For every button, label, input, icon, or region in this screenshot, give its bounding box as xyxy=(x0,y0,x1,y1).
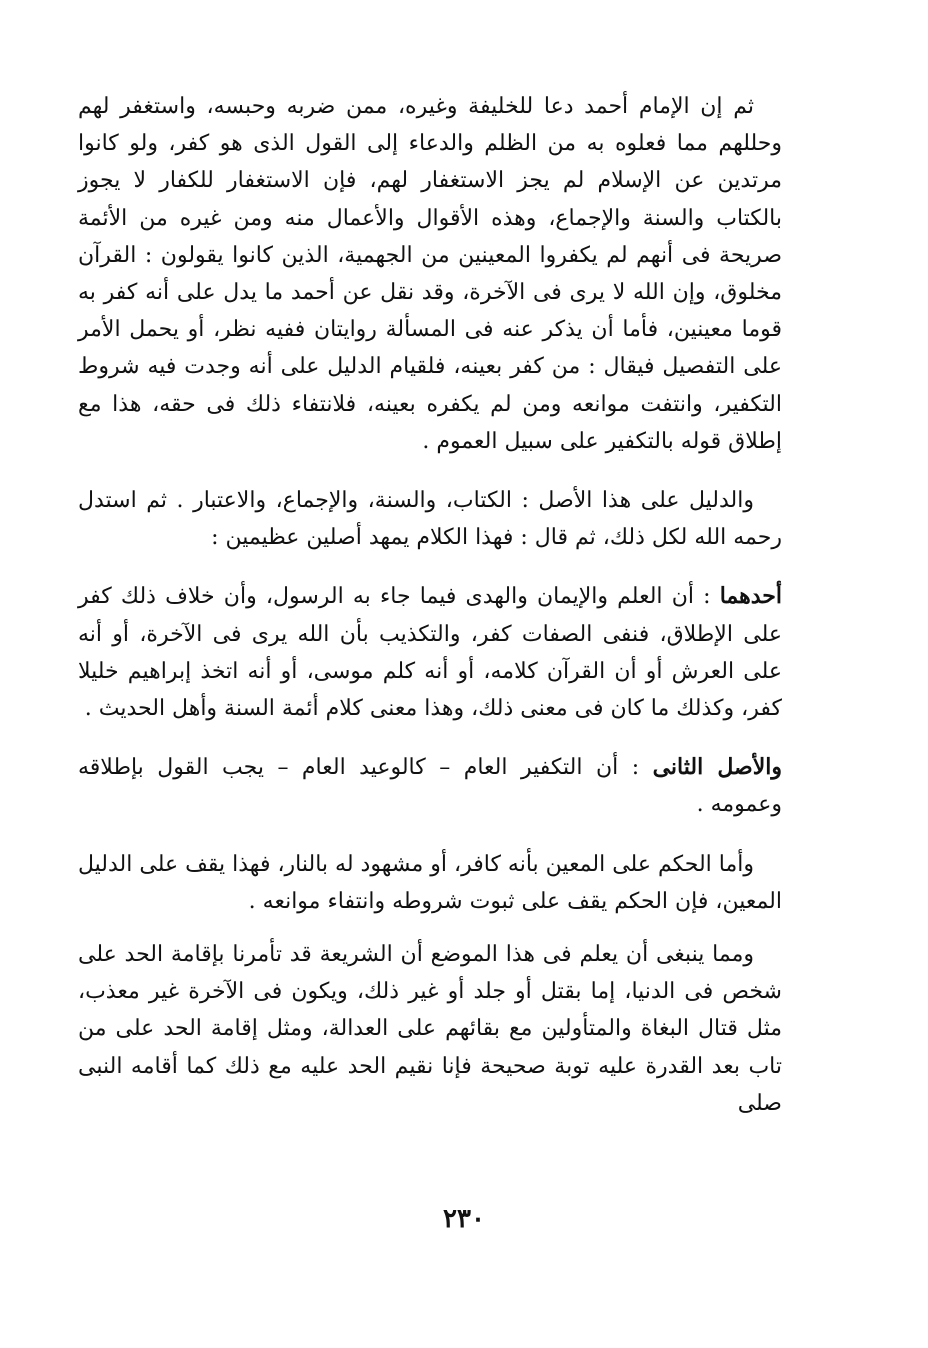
paragraph-4 xyxy=(78,749,782,823)
paragraph-3 xyxy=(78,578,782,727)
paragraph-lead: أحدهما xyxy=(719,583,782,610)
paragraph-gap xyxy=(78,824,782,846)
paragraph-gap xyxy=(78,727,782,749)
page-number: ٢٣٠ xyxy=(443,1204,485,1234)
paragraph-text: ثم إن الإمام أحمد دعا للخليفة وغيره، ممن ضربه وحبسه، واستغفر لهم وحللهم مما فعلوه به من الظلم والدعاء إلى القول الذى هو كفر، ولو كانوا مرتدين عن الإسلام لم يجز الاستغفار لهم، فإن الاستغفار للكفار لا يجوز بالكتاب والسنة والإجماع، وهذه الأقوال والأعمال منه ومن غيره من الأئمة صريحة فى أنهم لم يكفروا المعينين من الجهمية، الذين كانوا يقولون : القرآن مخلوق، وإن الله لا يرى فى الآخرة، وقد نقل عن أحمد ما يدل على أنه كفر به قوما معينين، فأما أن يذكر عنه فى المسألة روايتان ففيه نظر، أو يحمل الأمر على التفصيل فيقال : من كفر بعينه، فلقيام الدليل على أنه وجدت فيه شروط التكفير، وانتفت موانعه ومن لم يكفره بعينه، فلانتفاء ذلك فى حقه، هذا مع إطلاق قوله بالتكفير على سبيل العموم . xyxy=(78,94,782,454)
paragraph-6 xyxy=(78,936,782,1122)
paragraph-text: : أن العلم والإيمان والهدى فيما جاء به الرسول، وأن خلاف ذلك كفر على الإطلاق، فنفى الصفات كفر، والتكذيب بأن الله يرى فى الآخرة، أو أنه على العرش أو أن القرآن كلامه، أو أنه كلم موسى، أو أنه اتخذ إبراهيم خليلا كفر، وكذلك ما كان فى معنى ذلك، وهذا معنى كلام أئمة السنة وأهل الحديث . xyxy=(78,584,782,722)
paragraph-text: وأما الحكم على المعين بأنه كافر، أو مشهود له بالنار، فهذا يقف على الدليل المعين، فإن الحكم يقف على ثبوت شروطه وانتفاء موانعه . xyxy=(78,851,782,914)
paragraph-text: : أن التكفير العام – كالوعيد العام – يجب القول بإطلاقه وعمومه . xyxy=(78,755,782,818)
paragraph-gap xyxy=(78,460,782,482)
paragraph-2 xyxy=(78,482,782,556)
paragraph-gap xyxy=(78,556,782,578)
paragraph-lead: والأصل الثانى xyxy=(652,754,782,781)
body-text xyxy=(78,88,782,1122)
paragraph-1 xyxy=(78,88,782,460)
paragraph-5 xyxy=(78,846,782,920)
paragraph-text: والدليل على هذا الأصل : الكتاب، والسنة، والإجماع، والاعتبار . ثم استدل رحمه الله لكل ذلك، ثم قال : فهذا الكلام يمهد أصلين عظيمين : xyxy=(78,488,782,551)
paragraph-gap xyxy=(78,920,782,936)
paragraph-text: ومما ينبغى أن يعلم فى هذا الموضع أن الشريعة قد تأمرنا بإقامة الحد على شخص فى الدنيا، إما بقتل أو جلد أو غير ذلك، ويكون فى الآخرة غير معذب، مثل قتال البغاة والمتأولين مع بقائهم على العدالة، ومثل إقامة الحد على من تاب بعد القدرة عليه توبة صحيحة فإنا نقيم الحد عليه مع ذلك كما أقامه النبى صلى xyxy=(78,942,782,1116)
